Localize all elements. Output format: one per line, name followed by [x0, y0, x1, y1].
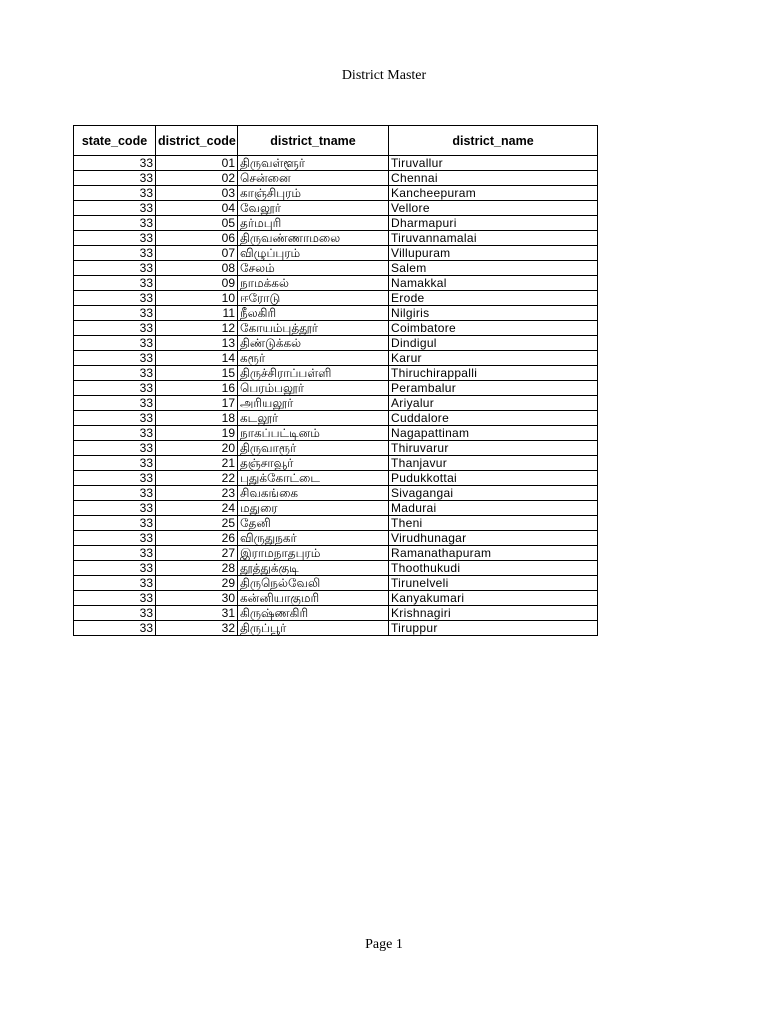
- table-row: [74, 156, 598, 171]
- district-name-cell: Pudukkottai: [389, 471, 598, 486]
- district-tname-cell: தேனி: [238, 516, 389, 531]
- table-row: [74, 606, 598, 621]
- district-code-cell: 25: [156, 516, 238, 531]
- state-code-cell: 33: [74, 486, 156, 501]
- district-tname-cell: கோயம்புத்தூர்: [238, 321, 389, 336]
- district-code-cell: 16: [156, 381, 238, 396]
- state-code-cell: 33: [74, 231, 156, 246]
- district-name-cell: Karur: [389, 351, 598, 366]
- state-code-cell: 33: [74, 321, 156, 336]
- district-code-cell: 12: [156, 321, 238, 336]
- state-code-cell: 33: [74, 366, 156, 381]
- district-name-cell: Nilgiris: [389, 306, 598, 321]
- district-name-cell: Madurai: [389, 501, 598, 516]
- table-row: [74, 321, 598, 336]
- district-name-cell: Coimbatore: [389, 321, 598, 336]
- table-row: [74, 411, 598, 426]
- district-name-cell: Kanyakumari: [389, 591, 598, 606]
- district-code-cell: 08: [156, 261, 238, 276]
- district-tname-cell: நீலகிரி: [238, 306, 389, 321]
- district-master-table: [73, 125, 598, 636]
- table-row: [74, 576, 598, 591]
- table-row: [74, 546, 598, 561]
- district-tname-cell: கன்னியாகுமரி: [238, 591, 389, 606]
- district-code-cell: 10: [156, 291, 238, 306]
- district-code-cell: 17: [156, 396, 238, 411]
- table-row: [74, 561, 598, 576]
- district-tname-cell: காஞ்சிபுரம்: [238, 186, 389, 201]
- state-code-cell: 33: [74, 576, 156, 591]
- district-code-cell: 21: [156, 456, 238, 471]
- table-row: [74, 621, 598, 636]
- district-tname-cell: கடலூர்: [238, 411, 389, 426]
- district-tname-cell: திண்டுக்கல்: [238, 336, 389, 351]
- table-row: [74, 291, 598, 306]
- state-code-cell: 33: [74, 501, 156, 516]
- state-code-cell: 33: [74, 396, 156, 411]
- table-row: [74, 201, 598, 216]
- district-name-cell: Ramanathapuram: [389, 546, 598, 561]
- district-name-cell: Thiruvarur: [389, 441, 598, 456]
- district-tname-cell: நாகப்பட்டினம்: [238, 426, 389, 441]
- state-code-cell: 33: [74, 261, 156, 276]
- district-name-cell: Villupuram: [389, 246, 598, 261]
- state-code-cell: 33: [74, 441, 156, 456]
- district-tname-cell: தர்மபுரி: [238, 216, 389, 231]
- state-code-cell: 33: [74, 276, 156, 291]
- table-row: [74, 261, 598, 276]
- district-name-cell: Salem: [389, 261, 598, 276]
- table-row: [74, 216, 598, 231]
- header-district-tname: district_tname: [238, 126, 389, 156]
- district-code-cell: 14: [156, 351, 238, 366]
- state-code-cell: 33: [74, 531, 156, 546]
- state-code-cell: 33: [74, 306, 156, 321]
- district-name-cell: Kancheepuram: [389, 186, 598, 201]
- header-district-code: district_code: [156, 126, 238, 156]
- district-tname-cell: திருச்சிராப்பள்ளி: [238, 366, 389, 381]
- district-tname-cell: நாமக்கல்: [238, 276, 389, 291]
- table-row: [74, 366, 598, 381]
- table-body: [74, 156, 598, 636]
- table-row: [74, 456, 598, 471]
- table-row: [74, 501, 598, 516]
- table-row: [74, 516, 598, 531]
- district-name-cell: Tiruvannamalai: [389, 231, 598, 246]
- district-name-cell: Nagapattinam: [389, 426, 598, 441]
- state-code-cell: 33: [74, 216, 156, 231]
- district-tname-cell: திருநெல்வேலி: [238, 576, 389, 591]
- district-tname-cell: தஞ்சாவூர்: [238, 456, 389, 471]
- district-name-cell: Vellore: [389, 201, 598, 216]
- district-name-cell: Tirunelveli: [389, 576, 598, 591]
- district-code-cell: 30: [156, 591, 238, 606]
- district-name-cell: Tiruvallur: [389, 156, 598, 171]
- page-number: Page 1: [365, 937, 403, 952]
- state-code-cell: 33: [74, 336, 156, 351]
- table-row: [74, 591, 598, 606]
- table-row: [74, 336, 598, 351]
- district-code-cell: 03: [156, 186, 238, 201]
- table-header: [74, 126, 598, 156]
- state-code-cell: 33: [74, 411, 156, 426]
- district-code-cell: 15: [156, 366, 238, 381]
- district-name-cell: Dharmapuri: [389, 216, 598, 231]
- district-tname-cell: சேலம்: [238, 261, 389, 276]
- state-code-cell: 33: [74, 426, 156, 441]
- district-tname-cell: பெரம்பலூர்: [238, 381, 389, 396]
- district-tname-cell: விருதுநகர்: [238, 531, 389, 546]
- district-tname-cell: மதுரை: [238, 501, 389, 516]
- district-name-cell: Tiruppur: [389, 621, 598, 636]
- district-name-cell: Cuddalore: [389, 411, 598, 426]
- district-name-cell: Erode: [389, 291, 598, 306]
- district-tname-cell: இராமநாதபுரம்: [238, 546, 389, 561]
- district-code-cell: 23: [156, 486, 238, 501]
- header-row: [74, 126, 598, 156]
- table-row: [74, 186, 598, 201]
- state-code-cell: 33: [74, 591, 156, 606]
- district-name-cell: Theni: [389, 516, 598, 531]
- district-name-cell: Krishnagiri: [389, 606, 598, 621]
- state-code-cell: 33: [74, 606, 156, 621]
- district-code-cell: 09: [156, 276, 238, 291]
- state-code-cell: 33: [74, 156, 156, 171]
- district-code-cell: 07: [156, 246, 238, 261]
- table-row: [74, 231, 598, 246]
- district-code-cell: 24: [156, 501, 238, 516]
- table-row: [74, 171, 598, 186]
- district-tname-cell: திருவாரூர்: [238, 441, 389, 456]
- district-code-cell: 11: [156, 306, 238, 321]
- district-code-cell: 06: [156, 231, 238, 246]
- state-code-cell: 33: [74, 546, 156, 561]
- district-name-cell: Virudhunagar: [389, 531, 598, 546]
- district-name-cell: Ariyalur: [389, 396, 598, 411]
- district-code-cell: 22: [156, 471, 238, 486]
- district-code-cell: 26: [156, 531, 238, 546]
- state-code-cell: 33: [74, 561, 156, 576]
- district-code-cell: 01: [156, 156, 238, 171]
- district-code-cell: 18: [156, 411, 238, 426]
- district-code-cell: 27: [156, 546, 238, 561]
- state-code-cell: 33: [74, 381, 156, 396]
- page-title: District Master: [341, 68, 427, 83]
- district-name-cell: Perambalur: [389, 381, 598, 396]
- district-code-cell: 13: [156, 336, 238, 351]
- table-row: [74, 531, 598, 546]
- state-code-cell: 33: [74, 291, 156, 306]
- table-row: [74, 441, 598, 456]
- district-tname-cell: ஈரோடு: [238, 291, 389, 306]
- table-row: [74, 426, 598, 441]
- state-code-cell: 33: [74, 171, 156, 186]
- state-code-cell: 33: [74, 201, 156, 216]
- district-tname-cell: புதுக்கோட்டை: [238, 471, 389, 486]
- state-code-cell: 33: [74, 456, 156, 471]
- header-district-name: district_name: [389, 126, 598, 156]
- district-tname-cell: திருப்பூர்: [238, 621, 389, 636]
- state-code-cell: 33: [74, 186, 156, 201]
- district-name-cell: Thoothukudi: [389, 561, 598, 576]
- district-name-cell: Namakkal: [389, 276, 598, 291]
- table-row: [74, 471, 598, 486]
- district-tname-cell: திருவண்ணாமலை: [238, 231, 389, 246]
- district-code-cell: 02: [156, 171, 238, 186]
- table-row: [74, 276, 598, 291]
- table-row: [74, 396, 598, 411]
- district-code-cell: 28: [156, 561, 238, 576]
- district-tname-cell: கரூர்: [238, 351, 389, 366]
- district-name-cell: Dindigul: [389, 336, 598, 351]
- district-tname-cell: சிவகங்கை: [238, 486, 389, 501]
- district-code-cell: 32: [156, 621, 238, 636]
- district-tname-cell: சென்னை: [238, 171, 389, 186]
- table-row: [74, 486, 598, 501]
- district-tname-cell: திருவள்ளூர்: [238, 156, 389, 171]
- table-row: [74, 306, 598, 321]
- district-tname-cell: தூத்துக்குடி: [238, 561, 389, 576]
- table-row: [74, 381, 598, 396]
- header-state-code: state_code: [74, 126, 156, 156]
- district-code-cell: 20: [156, 441, 238, 456]
- district-name-cell: Chennai: [389, 171, 598, 186]
- district-code-cell: 19: [156, 426, 238, 441]
- state-code-cell: 33: [74, 621, 156, 636]
- district-tname-cell: விழுப்புரம்: [238, 246, 389, 261]
- district-code-cell: 31: [156, 606, 238, 621]
- district-tname-cell: அரியலூர்: [238, 396, 389, 411]
- state-code-cell: 33: [74, 516, 156, 531]
- district-code-cell: 04: [156, 201, 238, 216]
- district-tname-cell: கிருஷ்ணகிரி: [238, 606, 389, 621]
- state-code-cell: 33: [74, 246, 156, 261]
- district-name-cell: Thanjavur: [389, 456, 598, 471]
- table-row: [74, 246, 598, 261]
- district-name-cell: Thiruchirappalli: [389, 366, 598, 381]
- district-name-cell: Sivagangai: [389, 486, 598, 501]
- district-code-cell: 29: [156, 576, 238, 591]
- district-code-cell: 05: [156, 216, 238, 231]
- table-row: [74, 351, 598, 366]
- district-tname-cell: வேலூர்: [238, 201, 389, 216]
- state-code-cell: 33: [74, 351, 156, 366]
- state-code-cell: 33: [74, 471, 156, 486]
